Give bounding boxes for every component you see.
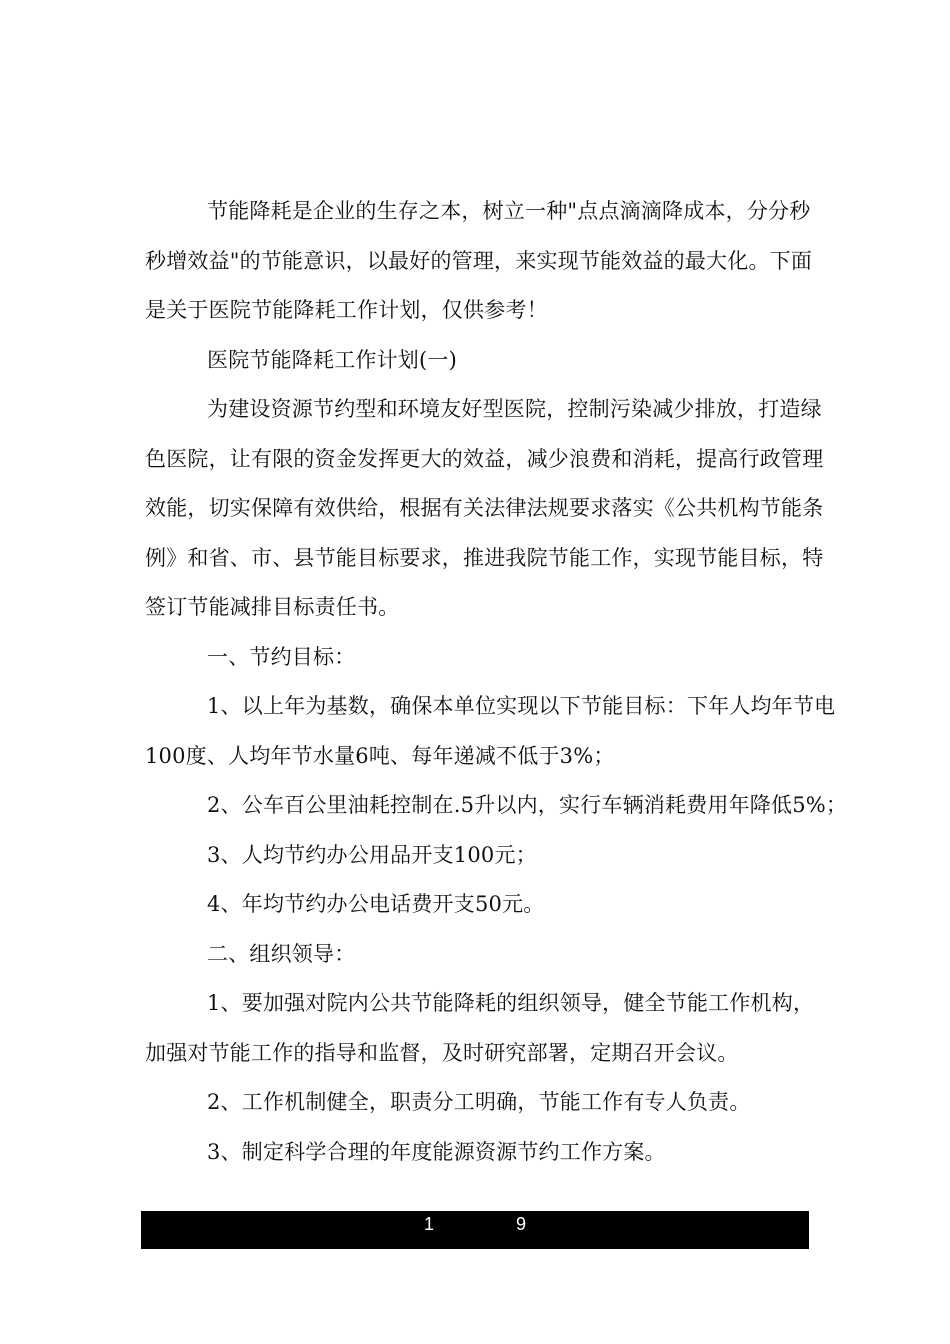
page-number-total: 9	[516, 1214, 527, 1234]
text-line: 1、要加强对院内公共节能降耗的组织领导，健全节能工作机构，	[207, 991, 815, 1015]
text-line: 二、组织领导：	[207, 941, 356, 966]
page-footer-bar	[141, 1211, 809, 1249]
section-title	[145, 336, 810, 386]
text-line: 1、以上年为基数，确保本单位实现以下节能目标：下年人均年节电	[207, 694, 836, 718]
org-item-3	[145, 1128, 810, 1178]
text-line: 为建设资源节约型和环境友好型医院，控制污染减少排放，打造绿	[207, 397, 822, 421]
text-line: 秒增效益"的节能意识，以最好的管理，来实现节能效益的最大化。下面	[145, 248, 813, 273]
paragraph-intro	[145, 187, 813, 336]
text-line: 节能降耗是企业的生存之本，树立一种"点点滴滴降成本，分分秒	[207, 199, 811, 223]
heading-saving-goals	[145, 633, 810, 683]
text-line: 100度、人均年节水量6吨、每年递减不低于3%；	[145, 743, 615, 768]
goal-item-4	[145, 880, 810, 930]
text-line: 2、公车百公里油耗控制在.5升以内，实行车辆消耗费用年降低5%；	[207, 793, 848, 817]
text-line: 签订节能减排目标责任书。	[145, 595, 400, 619]
text-line: 是关于医院节能降耗工作计划，仅供参考！	[145, 298, 548, 322]
heading-organization	[145, 930, 810, 980]
page-number-current: 1	[424, 1214, 435, 1234]
text-line: 3、人均节约办公用品开支100元；	[207, 842, 537, 867]
document-body	[145, 187, 848, 1177]
text-line: 例》和省、市、县节能目标要求，推进我院节能工作，实现节能目标，特	[145, 545, 824, 570]
text-line: 2、工作机制健全，职责分工明确，节能工作有专人负责。	[207, 1090, 751, 1114]
text-line: 4、年均节约办公电话费开支50元。	[207, 892, 545, 916]
text-line: 色医院，让有限的资金发挥更大的效益，减少浪费和消耗，提高行政管理	[145, 446, 824, 471]
goal-item-1	[145, 682, 836, 781]
text-line: 加强对节能工作的指导和监督，及时研究部署，定期召开会议。	[145, 1040, 739, 1065]
paragraph-purpose	[145, 385, 824, 633]
org-item-2	[145, 1078, 810, 1128]
text-line: 3、制定科学合理的年度能源资源节约工作方案。	[207, 1139, 666, 1164]
org-item-1	[145, 979, 815, 1078]
text-line: 效能，切实保障有效供给，根据有关法律法规要求落实《公共机构节能条	[145, 496, 824, 520]
text-line: 医院节能降耗工作计划(一)	[207, 347, 457, 372]
goal-item-2	[145, 781, 848, 831]
goal-item-3	[145, 831, 810, 881]
text-line: 一、节约目标：	[207, 644, 356, 669]
